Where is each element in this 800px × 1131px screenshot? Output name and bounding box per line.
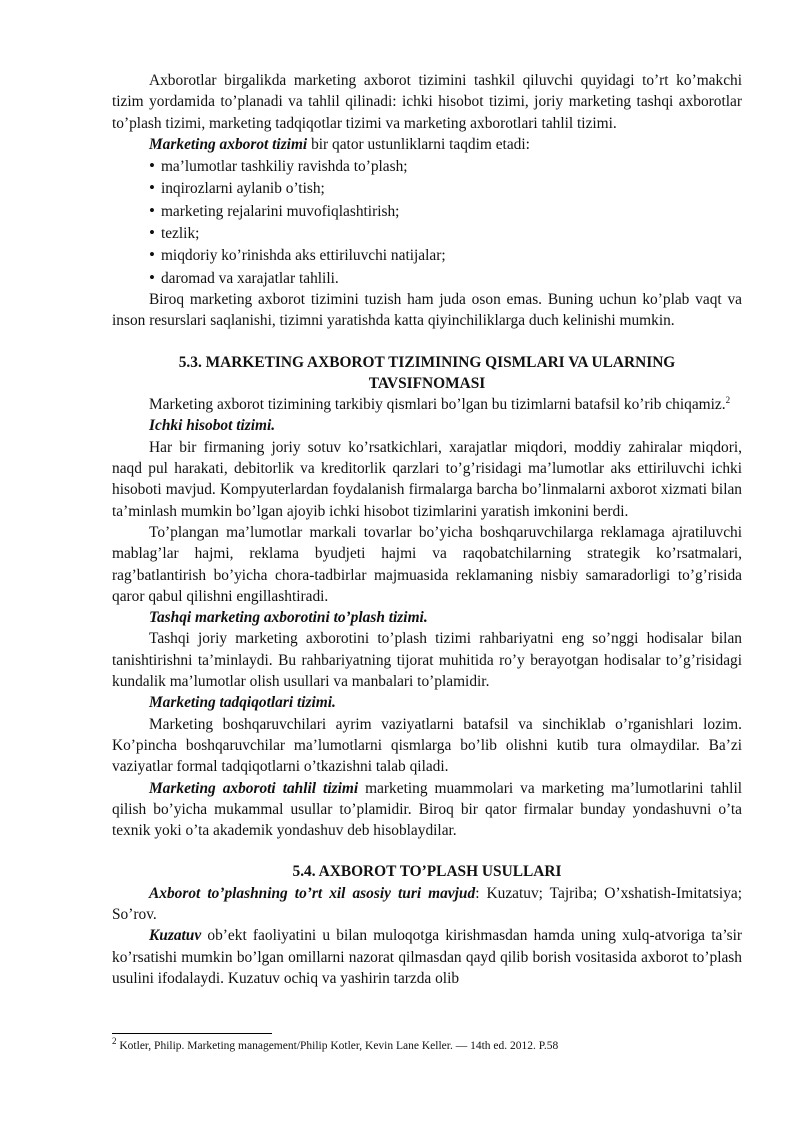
advantages-list [112,155,742,289]
paragraph-components: Marketing axborot tizimining tarkibiy qismlari bo’lgan bu tizimlarni batafsil ko’rib chiqamiz.$^2$ [149,395,731,414]
paragraph-internal-reports: Har bir firmaning joriy sotuv ko’rsatkichlari, xarajatlar miqdori, moddiy zahiralar miqdori, naqd pul harakati, debitorlik va kreditorlik qarzlari to’g’risidagi ma’lumotlar aks ettiriluvchi ichki hisoboti mavjud. Kompyuterlardan foydalanish firmalarga barcha bo’linmalarni axborot xizmati bilan ta’minlash mumkin bo’lgan ajoyib ichki hisobot tizimlarini yaratish imkonini berdi. [112,438,742,520]
paragraph-research-system: Marketing boshqaruvchilari ayrim vaziyatlarni batafsil va sinchiklab o’rganishlari lozim. Ko’pincha boshqaruvchilar ma’lumotlarni qismlarga bo’lib olishni kutib tura olmaydilar. Ba’zi vaziyatlar formal tadqiqotlarni o’tkazishni talab qiladi. [112,715,742,776]
term-marketing-info-system: Marketing axborot tizimi [149,135,308,153]
section-heading-5-4: 5.4. AXBOROT TO’PLASH USULLARI [292,863,562,881]
term-observation: Kuzatuv [149,927,202,945]
paragraph-observation: Kuzatuv ob’ekt faoliyatini u bilan muloqotga kirishmasdan hamda uning xulq-atvoriga ta’sir ko’rsatishi mumkin bo’lgan omillarni nazorat qilmasdan qayd qilib borish vositasida axborot to’plash usulini ifodalaydi. Kuzatuv ochiq va yashirin tarzda olib [112,927,742,987]
advantages-lead: bir qator ustunliklarni taqdim etadi: [307,135,530,153]
term-analysis-system: Marketing axboroti tahlil tizimi [149,779,359,797]
document-body [112,70,742,989]
paragraph-collection-types: Axborot to’plashning to’rt xil asosiy turi mavjud: Kuzatuv; Tajriba; O’xshatish-Imitatsiya; So’rov. [112,884,742,923]
footnote-number: 2 [112,1036,117,1047]
section-heading-5-3 [112,352,742,395]
list-item: • marketing rejalarini muvofiqlashtirish; [149,200,742,222]
heading-line: TAVSIFNOMASI [368,374,486,392]
paragraph-external-info: Tashqi joriy marketing axborotini to’plash tizimi rahbariyatni eng so’nggi hodisalar bilan tanishtirishni ta’minlaydi. Bu rahbariyatning tijorat muhitida ro’y berayotgan hodisalar to’g’risidagi kundalik ma’lumotlar olish usullari va manbalari to’plamidir. [112,630,742,691]
paragraph-analysis-system: Marketing axboroti tahlil tizimi marketing muammolari va marketing ma’lumotlarini tahlil qilish bo’yicha mukammal usullar to’plamidir. Biroq bir qator firmalar bunday yondashuvni o’ta texnik yoki o’ta akademik yondashuv deb hisoblaydilar. [112,779,742,840]
paragraph-collected-data: To’plangan ma’lumotlar markali tovarlar bo’yicha boshqaruvchilarga reklamaga ajratiluvchi mablag’lar hajmi, reklama byudjeti hajmi va raqobatchilarning strategik ko’rsatmalari, rag’batlantirish bo’yicha chora-tadbirlar majmuasida reklamaning nisbiy samaradorligi to’g’risida qaror qabul qilishni engillashtiradi. [112,523,742,605]
subheading-internal-reports: Ichki hisobot tizimi. [149,417,276,435]
footnote-ref[interactable]: 2 [725,395,731,406]
list-item: • daromad va xarajatlar tahlili. [149,267,742,289]
subheading-research-system: Marketing tadqiqotlari tizimi. [149,694,336,712]
list-item: • inqirozlarni aylanib o’tish; [149,177,742,199]
list-item: • miqdoriy ko’rinishda aks ettiriluvchi natijalar; [149,244,742,266]
footnote-separator [112,1033,272,1034]
list-item: • tezlik; [149,222,742,244]
footnote-text: Kotler, Philip. Marketing management/Philip Kotler, Kevin Lane Keller. — 14th ed. 2012. P.58 [116,1040,559,1052]
paragraph-difficulties: Biroq marketing axborot tizimini tuzish ham juda oson emas. Buning uchun ko’plab vaqt va inson resurslari saqlanishi, tizimni yaratishda katta qiyinchiliklarga duch kelinishi mumkin. [112,290,742,330]
footnote [112,1036,742,1053]
paragraph-intro: Axborotlar birgalikda marketing axborot tizimini tashkil qiluvchi quyidagi to’rt ko’makchi tizim yordamida to’planadi va tahlil qilinadi: ichki hisobot tizimi, joriy marketing tashqi axborotlar to’plash tizimi, marketing tadqiqotlar tizimi va marketing axborotlari tahlil tizimi. [112,72,742,132]
subheading-external-info: Tashqi marketing axborotini to’plash tizimi. [149,609,428,627]
term-collection-types: Axborot to’plashning to’rt xil asosiy turi mavjud [149,884,476,902]
list-item: • ma’lumotlar tashkiliy ravishda to’plash; [149,155,742,177]
paragraph-advantages [112,134,742,155]
heading-line: 5.3. MARKETING AXBOROT TIZIMINING QISMLARI VA ULARNING [178,353,676,371]
